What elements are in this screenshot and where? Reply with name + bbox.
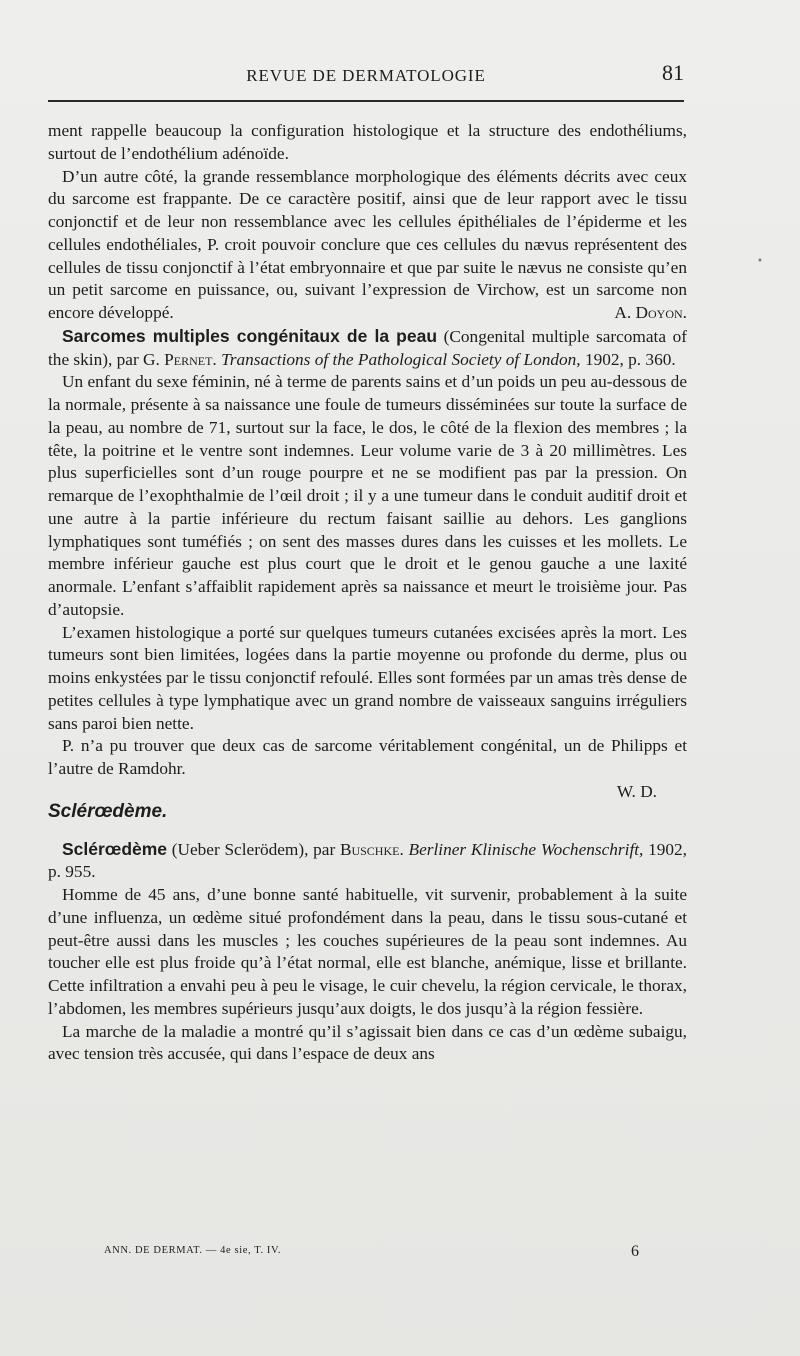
footer-volume: ANN. DE DERMAT. — 4e sie, T. IV. bbox=[104, 1245, 282, 1256]
page-number: 81 bbox=[662, 60, 684, 85]
paragraph-text: ment rappelle beaucoup la configuration histologique et la structure des endothéliums, surtout de l’endothélium adénoïde. bbox=[48, 121, 687, 163]
article-citation bbox=[48, 838, 687, 885]
paragraph-text: D’un autre côté, la grande ressemblance morphologique des éléments décrits avec ceux du sarcome est frappante. De ce caractère positif, ainsi que de leur rapport avec le tissu conjonctif et de leur non ressemblance avec les cellules épithéliales de l’épiderme et les cellules endothéliales, P. croit pouvoir conclure que ces cellules du nævus représentent des cellules de tissu conjonctif à l’état embryonnaire et que par suite le nævus ne consiste qu’en un petit sarcome en puissance, ou, suivant l’expression de Virchow, est un sarcome non encore développé. bbox=[48, 166, 687, 322]
article-subtitle: (Congenital multiple sarcomata of the skin), par bbox=[48, 326, 687, 369]
article-subtitle: (Ueber Sclerödem), par bbox=[171, 839, 336, 859]
page-header bbox=[48, 60, 684, 100]
signature: A. Doyon. bbox=[614, 303, 687, 322]
section-heading: Sclérœdème. bbox=[48, 800, 168, 822]
article-author: Buschke. bbox=[339, 839, 404, 859]
paragraph-text: P. n’a pu trouver que deux cas de sarcome véritablement congénital, un de Philipps et l’autre de Ramdohr. bbox=[48, 736, 687, 778]
journal-name: Transactions of the Pathological Society of London, bbox=[221, 349, 581, 369]
journal-name: Berliner Klinische Wochenschrift, bbox=[408, 839, 644, 859]
article-title: Sclérœdème bbox=[62, 838, 168, 859]
body-text bbox=[48, 120, 687, 1066]
paragraph-text: Un enfant du sexe féminin, né à terme de parents sains et d’un poids un peu au-dessous de la normale, présente à sa naissance une foule de tumeurs disséminées sur toute la surface de la peau, au nombre de 71, surtout sur la face, le dos, le côté de la flexion des membres ; la tête, la poitrine et le ventre sont indemnes. Leur volume varie de 3 à 20 millimètres. Les plus superficielles sont d’un rouge pourpre et ne se modifient pas par la pression. On remarque de l’exophthalmie de l’œil droit ; il y a une tumeur dans le conduit auditif droit et une autre à la partie inférieure du rectum faisant saillie au dehors. Les ganglions lymphatiques sont tuméfiés ; on sent des masses dures dans les cuisses et les mollets. Le membre inférieur gauche est plus court que le droit et le genou gauche a une laxité anormale. L’enfant s’affaiblit rapidement après sa naissance et meurt le troisième jour. Pas d’autopsie. bbox=[48, 372, 687, 619]
paragraph bbox=[48, 166, 687, 325]
journal-ref: 1902, p. 360. bbox=[584, 349, 676, 369]
paragraph bbox=[48, 735, 687, 801]
paragraph-text: Homme de 45 ans, d’une bonne santé habituelle, vit survenir, probablement à la suite d’une influenza, un œdème situé profondément dans la peau, dans le tissu sous-cutané et peut-être aussi dans les muscles ; les couches supérieures de la peau sont indemnes. Au toucher elle est plus froide qu’à l’état normal, elle est blanche, anémique, lisse et brillante. Cette infiltration a envahi peu à peu le visage, le cuir chevelu, la région cervicale, le thorax, l’abdomen, les membres supérieurs jusqu’aux doigts, le dos jusqu’à la région fessière. bbox=[48, 885, 687, 1018]
header-rule bbox=[48, 100, 684, 102]
article-author: G. Pernet. bbox=[143, 349, 217, 369]
page-footer bbox=[104, 1243, 639, 1263]
paragraph bbox=[48, 371, 687, 621]
margin-mark: • bbox=[757, 256, 763, 267]
paragraph bbox=[48, 884, 687, 1021]
paragraph bbox=[48, 1021, 687, 1067]
article-title: Sarcomes multiples congénitaux de la peau bbox=[62, 325, 438, 346]
paragraph-text: La marche de la maladie a montré qu’il s’agissait bien dans ce cas d’un œdème subaigu, avec tension très accusée, qui dans l’espace de deux ans bbox=[48, 1021, 687, 1064]
running-title: REVUE DE DERMATOLOGIE bbox=[246, 66, 486, 85]
paragraph-text: L’examen histologique a porté sur quelques tumeurs cutanées excisées après la mort. Les tumeurs sont bien limitées, logées dans la partie moyenne ou profonde du derme, plus ou moins enkystées par le tissu conjonctif refoulé. Elles sont formées par un amas très dense de petites cellules à type lymphatique avec un grand nombre de vaisseaux sanguins irréguliers sans paroi bien nette. bbox=[48, 622, 687, 733]
article-citation bbox=[48, 325, 687, 372]
signature-mark: 6 bbox=[631, 1243, 639, 1260]
paragraph bbox=[48, 120, 687, 166]
signature: W. D. bbox=[616, 781, 657, 801]
journal-ref: 1902, p. 955. bbox=[48, 839, 687, 882]
paragraph bbox=[48, 622, 687, 736]
